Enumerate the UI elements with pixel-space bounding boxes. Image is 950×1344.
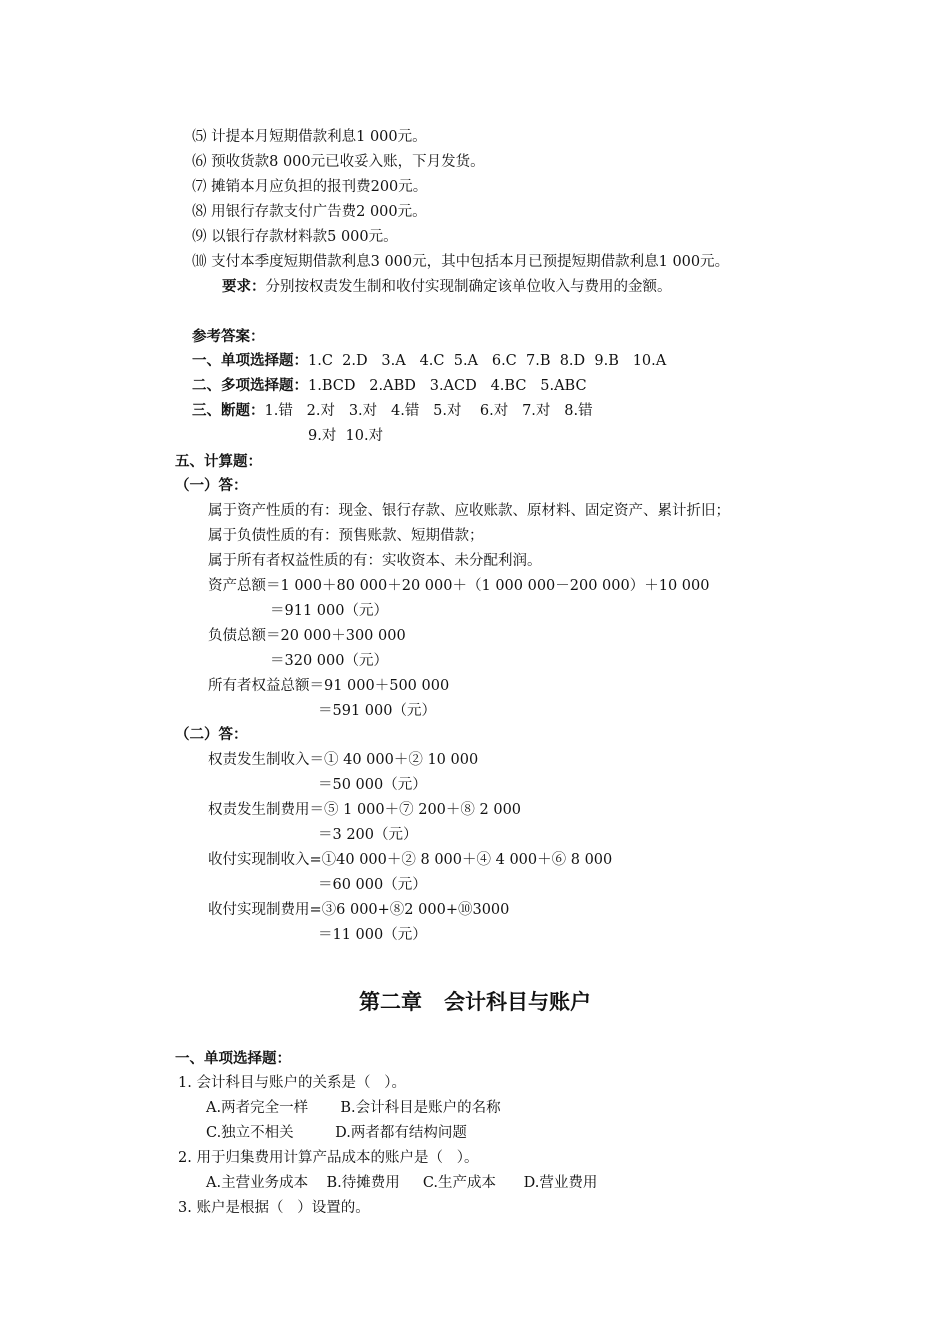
calc-part2-line: 收付实现制收入=①40 000＋② 8 000＋④ 4 000＋⑥ 8 000 (208, 852, 613, 868)
judgement-answers-cont: 9.对 10.对 (308, 428, 384, 444)
question-1-options: A.两者完全一样 B.会计科目是账户的名称 (206, 1100, 501, 1116)
requirement-label: 要求： (222, 279, 266, 295)
calc-part2-label: （二）答： (175, 727, 248, 743)
question-3: 3. 账户是根据（ ）设置的。 (178, 1200, 370, 1216)
calc-part1-label: （一）答： (175, 478, 248, 494)
problem-item-10: ⑽ 支付本季度短期借款利息3 000元，其中包括本月已预提短期借款利息1 000元。 (192, 254, 730, 270)
answers-heading: 参考答案： (192, 329, 265, 345)
problem-item-6: ⑹ 预收货款8 000元已收妥入账，下月发货。 (192, 154, 485, 170)
question-1-options: C.独立不相关 D.两者都有结构问题 (206, 1125, 467, 1141)
problem-item-8: ⑻ 用银行存款支付广告费2 000元。 (192, 204, 427, 220)
requirement (222, 277, 672, 297)
problem-item-9: ⑼ 以银行存款材料款5 000元。 (192, 229, 398, 245)
question-2: 2. 用于归集费用计算产品成本的账户是（ ）。 (178, 1150, 479, 1166)
calc-part1-line: 属于资产性质的有：现金、银行存款、应收账款、原材料、固定资产、累计折旧； (208, 503, 730, 519)
calc-part2-line: ＝50 000（元） (318, 777, 427, 793)
multi-choice-label: 二、多项选择题： (192, 378, 308, 394)
problem-item-7: ⑺ 摊销本月应负担的报刊费200元。 (192, 179, 428, 195)
single-choice-answers: 1.C 2.D 3.A 4.C 5.A 6.C 7.B 8.D 9.B 10.A (308, 353, 667, 369)
calc-part1-line: 负债总额＝20 000＋300 000 (208, 628, 406, 644)
question-2-options: A.主营业务成本 B.待摊费用 C.生产成本 D.营业费用 (206, 1175, 598, 1191)
calc-part2-line: 收付实现制费用=③6 000+⑧2 000+⑩3000 (208, 902, 510, 918)
single-choice-label: 一、单项选择题： (192, 353, 308, 369)
calc-heading: 五、计算题： (175, 454, 262, 470)
calc-part2-line: ＝11 000（元） (318, 927, 427, 943)
calc-part1-line: 属于负债性质的有：预售账款、短期借款； (208, 528, 484, 544)
calc-part1-line: ＝591 000（元） (318, 703, 436, 719)
chapter-title: 第二章 会计科目与账户 (359, 990, 591, 1014)
chapter-section-heading: 一、单项选择题： (175, 1051, 291, 1067)
question-1: 1. 会计科目与账户的关系是（ ）。 (178, 1075, 407, 1091)
problem-item-5: ⑸ 计提本月短期借款利息1 000元。 (192, 129, 427, 145)
calc-part1-line: ＝320 000（元） (270, 653, 388, 669)
calc-part2-line: 权责发生制费用＝⑤ 1 000＋⑦ 200＋⑧ 2 000 (208, 802, 522, 818)
calc-part1-line: ＝911 000（元） (270, 603, 388, 619)
multi-choice-answers: 1.BCD 2.ABD 3.ACD 4.BC 5.ABC (308, 378, 587, 394)
calc-part2-line: ＝3 200（元） (318, 827, 418, 843)
answers-single-choice (192, 351, 666, 371)
answers-judgement (192, 401, 593, 421)
requirement-text: 分别按权责发生制和收付实现制确定该单位收入与费用的金额。 (265, 279, 672, 295)
calc-part2-line: ＝60 000（元） (318, 877, 427, 893)
calc-part1-line: 资产总额＝1 000＋80 000＋20 000＋（1 000 000－200 000）＋10 000 (208, 578, 710, 594)
judgement-label: 三、断题： (192, 403, 265, 419)
calc-part1-line: 属于所有者权益性质的有：实收资本、未分配利润。 (208, 553, 542, 569)
judgement-answers: 1.错 2.对 3.对 4.错 5.对 6.对 7.对 8.错 (264, 403, 593, 419)
answers-multi-choice (192, 376, 587, 396)
calc-part1-line: 所有者权益总额＝91 000＋500 000 (208, 678, 450, 694)
calc-part2-line: 权责发生制收入＝① 40 000＋② 10 000 (208, 752, 479, 768)
